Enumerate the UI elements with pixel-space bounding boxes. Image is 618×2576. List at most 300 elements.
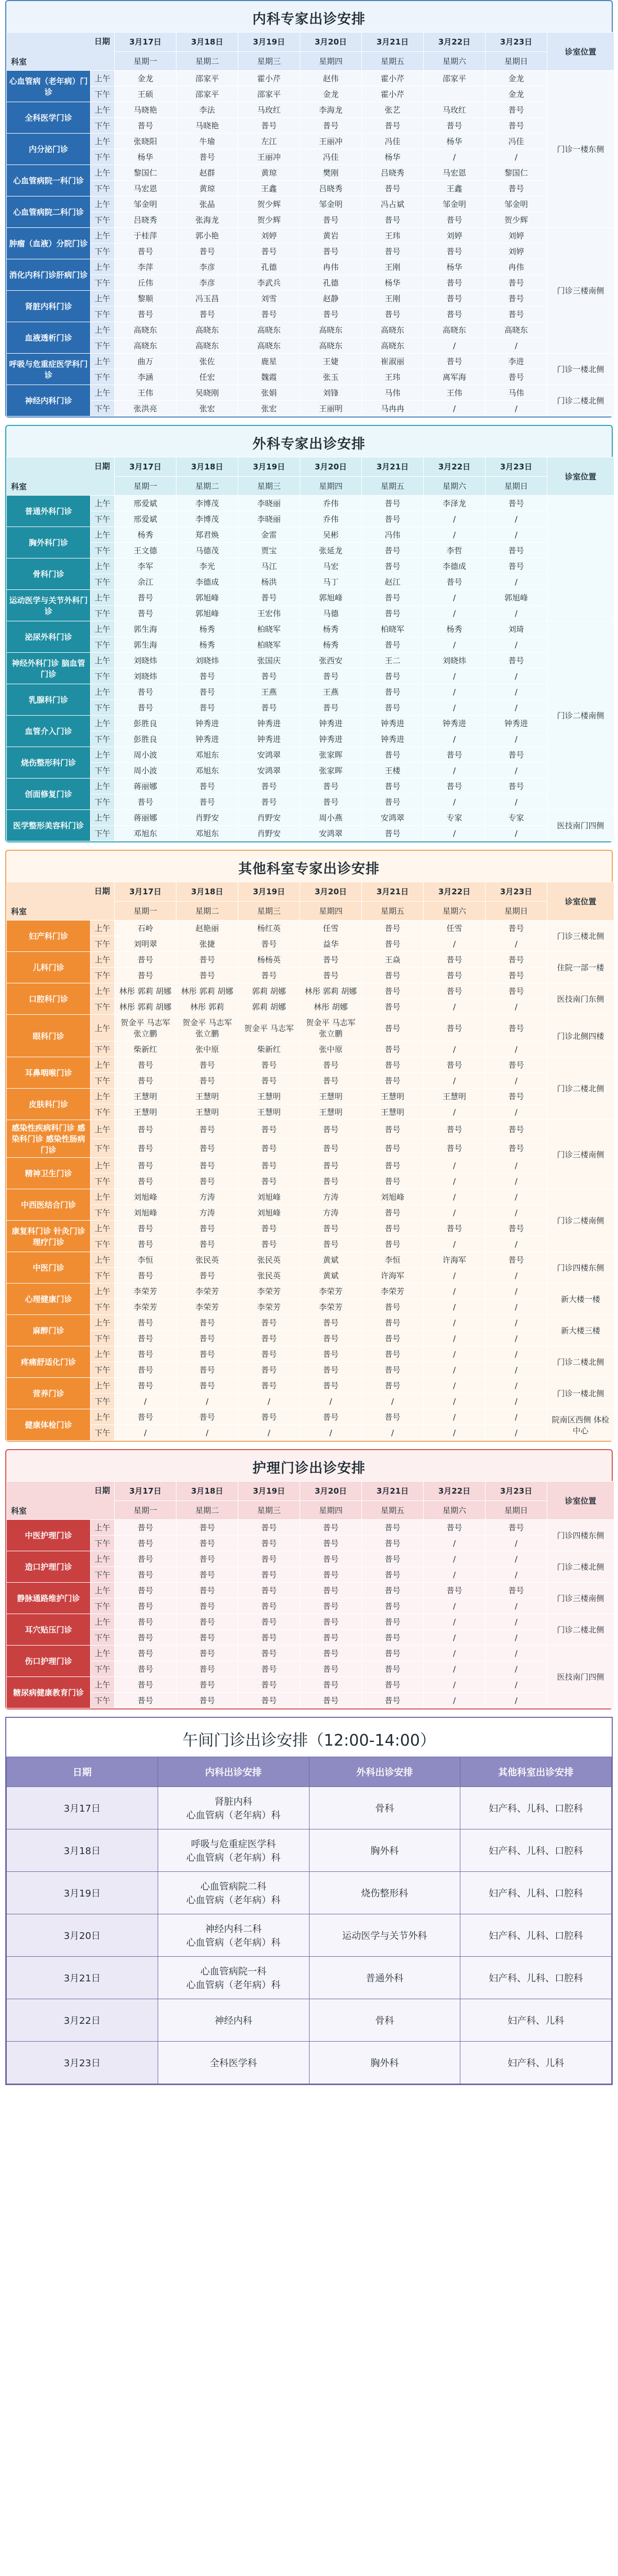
noon-row xyxy=(7,1957,612,1999)
doctor-cell: / xyxy=(485,1299,547,1315)
doctor-cell: 金龙 xyxy=(485,86,547,102)
doctor-cell: 刘婷 xyxy=(485,244,547,259)
doctor-cell: / xyxy=(176,1394,238,1409)
section-title: 内科专家出诊安排 xyxy=(252,12,366,27)
doctor-cell: 普号 xyxy=(424,968,485,983)
shift-label: 下午 xyxy=(91,999,115,1015)
table-row xyxy=(7,1057,614,1073)
doctor-cell: / xyxy=(485,1630,547,1646)
doctor-cell: 普号 xyxy=(485,118,547,134)
doctor-cell: / xyxy=(485,668,547,684)
noon-header: 日期 xyxy=(7,1757,158,1787)
doctor-cell: / xyxy=(424,1331,485,1346)
weekday-header: 星期三 xyxy=(238,476,300,496)
table-row xyxy=(7,763,614,779)
doctor-cell: 李进 xyxy=(485,354,547,369)
date-header: 3月17日 xyxy=(115,882,176,902)
date-header: 3月19日 xyxy=(238,882,300,902)
doctor-cell: 普号 xyxy=(362,1236,424,1252)
doctor-cell: 离军海 xyxy=(424,369,485,385)
doctor-cell: 普号 xyxy=(238,1677,300,1693)
shift-label: 下午 xyxy=(91,637,115,653)
doctor-cell: 李晓丽 xyxy=(238,496,300,511)
doctor-cell: 钟秀进 xyxy=(176,731,238,747)
shift-label: 上午 xyxy=(91,920,115,936)
table-row xyxy=(7,983,614,999)
table-row xyxy=(7,338,614,354)
doctor-cell: 普号 xyxy=(238,1693,300,1708)
table-row xyxy=(7,118,614,134)
noon-cell: 骨科 xyxy=(309,1999,460,2042)
doctor-cell: / xyxy=(424,1042,485,1057)
location-cell xyxy=(547,496,614,621)
location-cell: 门诊三楼南侧 xyxy=(547,228,614,354)
weekday-header: 星期六 xyxy=(424,1500,485,1520)
table-row xyxy=(7,653,614,668)
shift-label: 上午 xyxy=(91,1158,115,1174)
doctor-cell: 普号 xyxy=(362,1378,424,1394)
doctor-cell: / xyxy=(176,1425,238,1441)
doctor-cell: 普号 xyxy=(424,275,485,291)
header-row xyxy=(7,882,614,902)
doctor-cell: 普号 xyxy=(362,1520,424,1536)
doctor-cell: 黄琼 xyxy=(238,165,300,181)
doctor-cell: 王慧明 xyxy=(300,1104,362,1120)
doctor-cell: 马德茂 xyxy=(176,543,238,558)
noon-cell: 心血管病院一科 心血管病（老年病）科 xyxy=(158,1957,309,1999)
doctor-cell: 李荣芳 xyxy=(362,1284,424,1299)
table-row xyxy=(7,747,614,763)
doctor-cell: 普号 xyxy=(300,1536,362,1551)
doctor-cell: 普号 xyxy=(485,952,547,968)
doctor-cell: 普号 xyxy=(238,1630,300,1646)
shift-label: 上午 xyxy=(91,322,115,338)
doctor-cell: 张晶 xyxy=(176,196,238,212)
doctor-cell: 郑君焕 xyxy=(176,527,238,543)
doctor-cell: 普号 xyxy=(362,118,424,134)
doctor-cell: 张海龙 xyxy=(176,212,238,228)
doctor-cell: / xyxy=(485,999,547,1015)
doctor-cell: / xyxy=(485,401,547,416)
doctor-cell: 王慧明 xyxy=(115,1104,176,1120)
doctor-cell: / xyxy=(424,1362,485,1378)
table-row xyxy=(7,952,614,968)
doctor-cell: 普号 xyxy=(238,936,300,952)
doctor-cell: / xyxy=(485,1073,547,1089)
table-row xyxy=(7,369,614,385)
doctor-cell: 王楼 xyxy=(362,763,424,779)
weekday-header: 星期三 xyxy=(238,901,300,920)
date-header: 3月18日 xyxy=(176,457,238,477)
doctor-cell: 冯伟 xyxy=(362,527,424,543)
doctor-cell: 王慧明 xyxy=(238,1089,300,1104)
doctor-cell: / xyxy=(424,637,485,653)
doctor-cell: 高晓东 xyxy=(362,322,424,338)
doctor-cell: 安鸿翠 xyxy=(238,763,300,779)
date-header: 3月20日 xyxy=(300,457,362,477)
doctor-cell: 普号 xyxy=(485,920,547,936)
doctor-cell: 李德成 xyxy=(176,574,238,590)
doctor-cell: 高晓东 xyxy=(300,338,362,354)
weekday-header: 星期三 xyxy=(238,1500,300,1520)
doctor-cell: 左江 xyxy=(238,134,300,149)
table-row xyxy=(7,1284,614,1299)
dept-name: 口腔科门诊 xyxy=(7,983,91,1015)
doctor-cell: 普号 xyxy=(238,1583,300,1598)
location-header: 诊室位置 xyxy=(547,1482,614,1520)
doctor-cell: 丘伟 xyxy=(115,275,176,291)
table-row xyxy=(7,1268,614,1284)
location-cell: 门诊北侧四楼 xyxy=(547,1015,614,1057)
doctor-cell: / xyxy=(485,1284,547,1299)
doctor-cell: 李法 xyxy=(176,102,238,118)
doctor-cell: 普号 xyxy=(176,1614,238,1630)
doctor-cell: 郭生海 xyxy=(115,637,176,653)
doctor-cell: 王丽冲 xyxy=(238,149,300,165)
location-cell: 门诊二楼南侧 xyxy=(547,1189,614,1252)
doctor-cell: 普号 xyxy=(485,369,547,385)
doctor-cell: 普号 xyxy=(300,1661,362,1677)
doctor-cell: 任雪 xyxy=(300,920,362,936)
doctor-cell: 普号 xyxy=(115,1120,176,1139)
dept-name: 妇产科门诊 xyxy=(7,920,91,952)
location-cell: 医技南门东侧 xyxy=(547,983,614,1015)
doctor-cell: 普号 xyxy=(176,1346,238,1362)
doctor-cell: 李哲 xyxy=(424,543,485,558)
doctor-cell: 普号 xyxy=(176,1158,238,1174)
doctor-cell: 许海军 xyxy=(424,1252,485,1268)
doctor-cell: 李博茂 xyxy=(176,511,238,527)
dept-name: 普通外科门诊 xyxy=(7,496,91,527)
doctor-cell: / xyxy=(424,731,485,747)
doctor-cell: 贺金平 马志军 张立鹏 xyxy=(300,1015,362,1042)
date-header: 3月19日 xyxy=(238,457,300,477)
weekday-header: 星期四 xyxy=(300,51,362,71)
table-row xyxy=(7,181,614,196)
shift-label: 上午 xyxy=(91,1614,115,1630)
doctor-cell: / xyxy=(485,574,547,590)
doctor-cell: 吴晓刚 xyxy=(176,385,238,401)
doctor-cell: 普号 xyxy=(176,1409,238,1425)
doctor-cell: 普号 xyxy=(424,1520,485,1536)
dept-name: 耳鼻咽喉门诊 xyxy=(7,1057,91,1089)
doctor-cell: 普号 xyxy=(300,1614,362,1630)
doctor-cell: 赵群 xyxy=(176,165,238,181)
doctor-cell: 霍小芹 xyxy=(238,71,300,86)
shift-label: 上午 xyxy=(91,1520,115,1536)
weekday-header: 星期日 xyxy=(485,901,547,920)
dept-name: 心血管病（老年病）门诊 xyxy=(7,71,91,102)
doctor-cell: 普号 xyxy=(424,212,485,228)
dept-name: 心血管病院二科门诊 xyxy=(7,196,91,228)
shift-label: 上午 xyxy=(91,354,115,369)
table-row xyxy=(7,1331,614,1346)
doctor-cell: 张宏 xyxy=(238,401,300,416)
doctor-cell: 普号 xyxy=(300,1583,362,1598)
shift-label: 下午 xyxy=(91,338,115,354)
doctor-cell: 普号 xyxy=(300,1693,362,1708)
doctor-cell: 普号 xyxy=(115,1331,176,1346)
doctor-cell: 杨秀 xyxy=(115,527,176,543)
shift-label: 下午 xyxy=(91,369,115,385)
doctor-cell: 冯佳 xyxy=(362,134,424,149)
table-row xyxy=(7,385,614,401)
doctor-cell: 李武兵 xyxy=(238,275,300,291)
weekday-header: 星期四 xyxy=(300,476,362,496)
table-row xyxy=(7,291,614,306)
noon-cell: 胸外科 xyxy=(309,1829,460,1872)
dept-name: 全科医学门诊 xyxy=(7,102,91,134)
shift-label: 上午 xyxy=(91,527,115,543)
doctor-cell: 普号 xyxy=(362,1567,424,1583)
doctor-cell: 普号 xyxy=(362,968,424,983)
doctor-cell: 张娟 xyxy=(238,385,300,401)
doctor-cell: / xyxy=(485,1394,547,1409)
table-row xyxy=(7,1614,614,1630)
doctor-cell: 吴彬 xyxy=(300,527,362,543)
doctor-cell: / xyxy=(424,1661,485,1677)
doctor-cell: 普号 xyxy=(362,826,424,841)
shift-label: 上午 xyxy=(91,496,115,511)
doctor-cell: 刘晓炜 xyxy=(115,653,176,668)
table-row xyxy=(7,496,614,511)
doctor-cell: / xyxy=(485,1268,547,1284)
shift-label: 下午 xyxy=(91,181,115,196)
doctor-cell: 郭小艳 xyxy=(176,228,238,244)
doctor-cell: 安鸿翠 xyxy=(362,810,424,826)
doctor-cell: 普号 xyxy=(362,511,424,527)
doctor-cell: 普号 xyxy=(300,1409,362,1425)
doctor-cell: 普号 xyxy=(362,794,424,810)
doctor-cell: 邢爱斌 xyxy=(115,496,176,511)
dept-name: 肿瘤（血液）分院门诊 xyxy=(7,228,91,259)
doctor-cell: 樊刚 xyxy=(300,165,362,181)
doctor-cell: 贺少辉 xyxy=(238,212,300,228)
shift-label: 下午 xyxy=(91,511,115,527)
doctor-cell: 柏晓军 xyxy=(238,621,300,637)
doctor-cell: / xyxy=(485,1693,547,1708)
section-gap xyxy=(5,1442,613,1449)
doctor-cell: 普号 xyxy=(115,684,176,700)
doctor-cell: 马冉冉 xyxy=(362,401,424,416)
doctor-cell: 普号 xyxy=(362,1583,424,1598)
dept-name: 中医门诊 xyxy=(7,1252,91,1284)
doctor-cell: 马伟 xyxy=(485,385,547,401)
shift-label: 下午 xyxy=(91,731,115,747)
doctor-cell: 王二 xyxy=(362,653,424,668)
table-row xyxy=(7,86,614,102)
doctor-cell: 赵静 xyxy=(300,291,362,306)
doctor-cell: 高晓东 xyxy=(176,338,238,354)
doctor-cell: 普号 xyxy=(362,1536,424,1551)
doctor-cell: 普号 xyxy=(362,920,424,936)
shift-label: 上午 xyxy=(91,102,115,118)
noon-date: 3月21日 xyxy=(7,1957,158,1999)
date-header: 3月23日 xyxy=(485,1482,547,1501)
dept-name: 造口护理门诊 xyxy=(7,1551,91,1583)
doctor-cell: 普号 xyxy=(485,1057,547,1073)
shift-label: 下午 xyxy=(91,968,115,983)
doctor-cell: 普号 xyxy=(115,1551,176,1567)
doctor-cell: 邹金明 xyxy=(300,196,362,212)
dept-name: 乳腺科门诊 xyxy=(7,684,91,716)
doctor-cell: 普号 xyxy=(176,1677,238,1693)
doctor-cell: 专家 xyxy=(424,810,485,826)
table-row xyxy=(7,1205,614,1221)
doctor-cell: 张艺 xyxy=(362,102,424,118)
doctor-cell: 霍小芹 xyxy=(362,71,424,86)
doctor-cell: 杨华 xyxy=(362,275,424,291)
doctor-cell: / xyxy=(424,338,485,354)
doctor-cell: / xyxy=(485,1661,547,1677)
doctor-cell: 普号 xyxy=(300,1057,362,1073)
date-header: 3月17日 xyxy=(115,32,176,52)
date-header: 3月23日 xyxy=(485,882,547,902)
doctor-cell: 霍小芹 xyxy=(362,86,424,102)
schedule-table xyxy=(6,32,614,416)
doctor-cell: 王伟 xyxy=(115,385,176,401)
weekday-header: 星期二 xyxy=(176,901,238,920)
noon-cell: 妇产科、儿科、口腔科 xyxy=(460,1914,612,1957)
doctor-cell: 李荣芳 xyxy=(176,1299,238,1315)
doctor-cell: / xyxy=(238,1394,300,1409)
doctor-cell: 金龙 xyxy=(115,71,176,86)
shift-label: 下午 xyxy=(91,794,115,810)
doctor-cell: 普号 xyxy=(362,606,424,621)
shift-label: 下午 xyxy=(91,118,115,134)
table-row xyxy=(7,1221,614,1236)
doctor-cell: / xyxy=(424,668,485,684)
section-1 xyxy=(5,425,613,842)
doctor-cell: 普号 xyxy=(300,794,362,810)
doctor-cell: 钟秀进 xyxy=(362,731,424,747)
doctor-cell: 刘晓炜 xyxy=(424,653,485,668)
noon-header: 外科出诊安排 xyxy=(309,1757,460,1787)
doctor-cell: 普号 xyxy=(362,1598,424,1614)
date-dept-header xyxy=(7,32,115,71)
doctor-cell: 普号 xyxy=(115,1598,176,1614)
noon-cell: 运动医学与关节外科 xyxy=(309,1914,460,1957)
shift-label: 上午 xyxy=(91,1120,115,1139)
shift-label: 下午 xyxy=(91,1394,115,1409)
location-cell: 新大楼一楼 xyxy=(547,1284,614,1315)
doctor-cell: 普号 xyxy=(362,1073,424,1089)
weekday-header: 星期五 xyxy=(362,901,424,920)
doctor-cell: 普号 xyxy=(238,1362,300,1378)
dept-label: 科室 xyxy=(11,482,27,491)
date-label: 日期 xyxy=(94,462,110,471)
shift-label: 下午 xyxy=(91,1268,115,1284)
doctor-cell: 石岭 xyxy=(115,920,176,936)
doctor-cell: 张民英 xyxy=(238,1252,300,1268)
date-header: 3月23日 xyxy=(485,32,547,52)
noon-cell: 胸外科 xyxy=(309,2042,460,2084)
doctor-cell: 杨秀 xyxy=(176,637,238,653)
doctor-cell: 普号 xyxy=(362,496,424,511)
table-row xyxy=(7,1073,614,1089)
doctor-cell: 邹金明 xyxy=(485,196,547,212)
doctor-cell: 普号 xyxy=(115,1677,176,1693)
table-row xyxy=(7,826,614,841)
table-row xyxy=(7,1189,614,1205)
weekday-header: 星期二 xyxy=(176,51,238,71)
dept-name: 康复科门诊 针灸门诊 理疗门诊 xyxy=(7,1221,91,1252)
doctor-cell: 普号 xyxy=(300,968,362,983)
doctor-cell: / xyxy=(424,1536,485,1551)
doctor-cell: 李恒 xyxy=(115,1252,176,1268)
doctor-cell: 刘明翠 xyxy=(115,936,176,952)
doctor-cell: 黄斌 xyxy=(300,1252,362,1268)
doctor-cell: 普号 xyxy=(485,1252,547,1268)
doctor-cell: 李萍 xyxy=(115,259,176,275)
doctor-cell: 乔伟 xyxy=(300,496,362,511)
doctor-cell: 张民英 xyxy=(176,1252,238,1268)
header-row xyxy=(7,457,614,477)
doctor-cell: 贺金平 马志军 xyxy=(238,1015,300,1042)
doctor-cell: 李荣芳 xyxy=(115,1299,176,1315)
doctor-cell: / xyxy=(485,149,547,165)
doctor-cell: 普号 xyxy=(115,590,176,606)
doctor-cell: 王宏伟 xyxy=(238,606,300,621)
doctor-cell: 普号 xyxy=(238,1221,300,1236)
date-label: 日期 xyxy=(94,1486,110,1495)
date-dept-header xyxy=(7,1482,115,1520)
doctor-cell: / xyxy=(485,338,547,354)
shift-label: 上午 xyxy=(91,385,115,401)
doctor-cell: 杨华 xyxy=(115,149,176,165)
doctor-cell: 普号 xyxy=(362,999,424,1015)
table-row xyxy=(7,731,614,747)
doctor-cell: 普号 xyxy=(238,668,300,684)
table-row xyxy=(7,511,614,527)
noon-header: 内科出诊安排 xyxy=(158,1757,309,1787)
doctor-cell: / xyxy=(424,1425,485,1441)
doctor-cell: 普号 xyxy=(176,684,238,700)
doctor-cell: 李荣芳 xyxy=(300,1284,362,1299)
doctor-cell: / xyxy=(424,1346,485,1362)
shift-label: 上午 xyxy=(91,779,115,794)
doctor-cell: 普号 xyxy=(115,1378,176,1394)
shift-label: 下午 xyxy=(91,1567,115,1583)
doctor-cell: 普号 xyxy=(424,1583,485,1598)
doctor-cell: 普号 xyxy=(424,306,485,322)
table-row xyxy=(7,810,614,826)
doctor-cell: 普号 xyxy=(485,102,547,118)
shift-label: 下午 xyxy=(91,1104,115,1120)
doctor-cell: 李荣芳 xyxy=(238,1299,300,1315)
noon-row xyxy=(7,1914,612,1957)
doctor-cell: 王丽冲 xyxy=(300,134,362,149)
doctor-cell: 普号 xyxy=(485,1015,547,1042)
doctor-cell: 钟秀进 xyxy=(424,716,485,731)
doctor-cell: 普号 xyxy=(424,1057,485,1073)
dept-name: 创面修复门诊 xyxy=(7,779,91,810)
dept-name: 营养门诊 xyxy=(7,1378,91,1409)
dept-name: 呼吸与危重症医学科门诊 xyxy=(7,354,91,385)
noon-date: 3月20日 xyxy=(7,1914,158,1957)
dept-name: 神经外科门诊 脑血管门诊 xyxy=(7,653,91,684)
doctor-cell: / xyxy=(300,1425,362,1441)
doctor-cell: 冯玉昌 xyxy=(176,291,238,306)
table-row xyxy=(7,1394,614,1409)
doctor-cell: / xyxy=(485,1362,547,1378)
shift-label: 上午 xyxy=(91,1089,115,1104)
doctor-cell: 杨秀 xyxy=(300,621,362,637)
doctor-cell: 普号 xyxy=(362,1299,424,1315)
doctor-cell: / xyxy=(424,1598,485,1614)
dept-name: 内分泌门诊 xyxy=(7,134,91,165)
doctor-cell: 普号 xyxy=(424,574,485,590)
